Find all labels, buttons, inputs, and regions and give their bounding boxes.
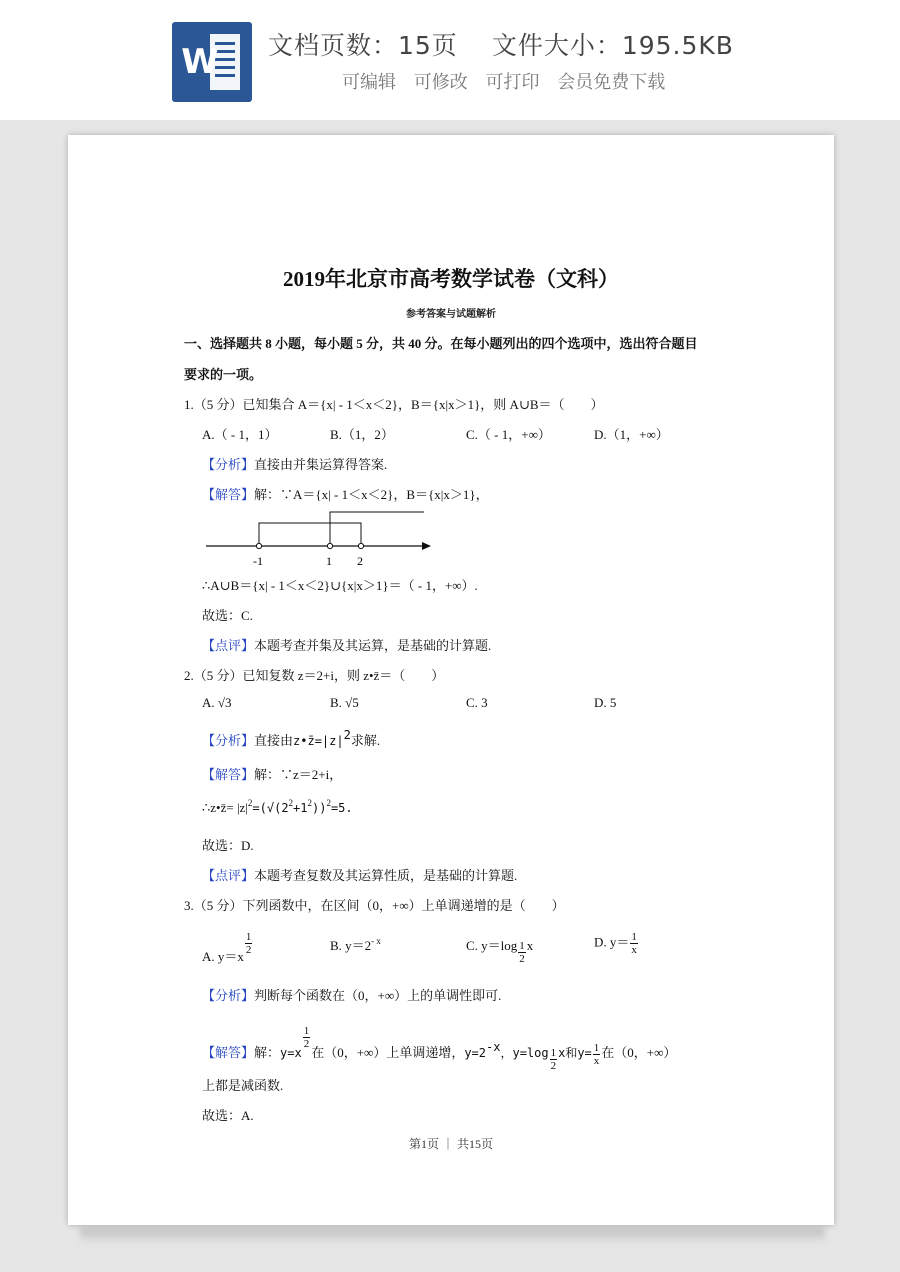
axis-label-2: 2 [357, 554, 363, 568]
q2-option-c: C. 3 [466, 695, 488, 710]
feature-modifiable: 可修改 [413, 72, 468, 93]
q1-comment: 【点评】本题考查并集及其运算，是基础的计算题. [202, 638, 492, 653]
comment-tag: 【点评】 [202, 638, 255, 653]
q2-choice: 故选：D. [202, 838, 254, 853]
q3-choice: 故选：A. [202, 1108, 254, 1123]
q2-solution: 【解答】解：∵z＝2+i， [202, 767, 343, 782]
q1-analysis: 【分析】直接由并集运算得答案. [202, 457, 388, 472]
q2-comment: 【点评】本题考查复数及其运算性质，是基础的计算题. [202, 868, 518, 883]
q3-option-a: A. y＝x $\frac{1}{2}$ [202, 931, 252, 964]
q2-option-b: B. √5 [330, 695, 359, 710]
analysis-tag: 【分析】 [202, 457, 255, 472]
solution-tag: 【解答】 [202, 487, 255, 502]
q2-analysis: 【分析】直接由z•z̄=|z|2求解. [202, 728, 381, 748]
q1-option-d: D.（1，+∞） [594, 427, 669, 442]
file-size: 文件大小：195.5KB [491, 31, 734, 60]
page-count: 文档页数：15页 [268, 31, 458, 60]
document-page [68, 135, 834, 1225]
q1-option-b: B.（1，2） [330, 427, 394, 442]
page-footer: 第1页 ｜ 共15页 [408, 1137, 493, 1151]
section-heading-cont: 要求的一项。 [184, 367, 263, 382]
file-info [268, 26, 768, 62]
q2-option-a: A. √3 [202, 695, 232, 710]
q2-result: ∴z•z̄= $|z|^2=(√(2^2+1^2))^2=5$. [202, 798, 353, 815]
q1-option-c: C.（ - 1，+∞） [466, 427, 551, 442]
feature-printable: 可打印 [485, 72, 540, 93]
q3-option-b: B. $y=2^{- x}$ [330, 936, 381, 953]
feature-editable: 可编辑 [342, 72, 396, 93]
q1-choice: 故选：C. [202, 608, 253, 623]
q1-option-a: A.（ - 1，1） [202, 427, 278, 442]
feature-member-download[interactable]: 会员免费下载 [557, 72, 666, 93]
q3-solution-cont: 上都是减函数. [202, 1078, 284, 1093]
q1-stem: 1.（5 分）已知集合 A＝{x| - 1＜x＜2}，B＝{x|x＞1}，则 A∪B＝（ ） [184, 397, 604, 412]
q1-solution: 【解答】解：∵A＝{x| - 1＜x＜2}，B＝{x|x＞1}， [202, 487, 489, 502]
q3-solution: 【解答】解：y=x $\frac{1}{2}$ 在（0，+∞）上单调递增，y=2-x，y=log $\frac{1}{2}$ x和y= $\frac{1}{x}$ 在（0，+∞） [202, 1025, 677, 1072]
q3-analysis: 【分析】判断每个函数在（0，+∞）上的单调性即可. [202, 988, 502, 1003]
feature-list [342, 68, 677, 94]
document-subtitle: 参考答案与试题解析 [406, 309, 496, 320]
word-document-icon: W [172, 22, 252, 102]
q3-option-d: D. y＝ $\frac{1}{x}$ [594, 931, 637, 956]
axis-label-neg1: -1 [253, 554, 263, 568]
download-banner [0, 0, 900, 120]
q3-option-c: C. y＝log $\frac{1}{2}$ x [466, 938, 534, 965]
q2-stem: 2.（5 分）已知复数 z＝2+i，则 z•z̄＝（ ） [184, 668, 445, 683]
document-title: 2019年北京市高考数学试卷（文科） [283, 267, 619, 291]
q2-option-d: D. 5 [594, 695, 617, 710]
axis-label-1: 1 [326, 554, 332, 568]
q3-stem: 3.（5 分）下列函数中，在区间（0，+∞）上单调递增的是（ ） [184, 898, 565, 913]
page-shadow [80, 1228, 825, 1244]
section-heading: 一、选择题共 8 小题，每小题 5 分，共 40 分。在每小题列出的四个选项中，选出符合题目 [184, 336, 698, 351]
number-line-diagram [202, 508, 442, 570]
q1-result: ∴A∪B＝{x| - 1＜x＜2}∪{x|x＞1}＝（ - 1，+∞）. [202, 578, 478, 593]
